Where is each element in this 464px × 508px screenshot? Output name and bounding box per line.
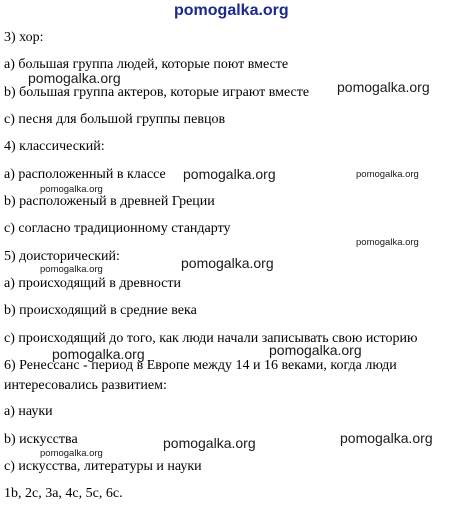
question-5-option-a: a) происходящий в древности (4, 276, 182, 291)
question-5-option-c: c) происходящий до того, как люди начали записывать свою историю (4, 331, 418, 346)
question-4-heading: 4) классический: (4, 139, 105, 154)
question-3-option-c: c) песня для большой группы певцов (4, 112, 226, 127)
question-4-option-b: b) расположеный в древней Греции (4, 194, 215, 209)
answer-key: 1b, 2c, 3a, 4c, 5c, 6c. (4, 486, 123, 501)
question-5-option-b: b) происходящий в средние века (4, 303, 197, 318)
question-3-option-b: b) большая группа актеров, которые играют вместе (4, 85, 310, 100)
watermark: pomogalka.org (269, 342, 362, 358)
watermark: pomogalka.org (174, 2, 289, 19)
watermark: pomogalka.org (337, 79, 430, 95)
question-4-option-c: c) согласно традиционному стандарту (4, 221, 231, 236)
watermark: pomogalka.org (163, 435, 256, 451)
watermark: pomogalka.org (40, 264, 103, 275)
question-6-heading-cont: интересовались развитием: (4, 378, 167, 393)
watermark: pomogalka.org (52, 346, 145, 362)
watermark: pomogalka.org (28, 70, 121, 86)
question-6-option-c: c) искусства, литературы и науки (4, 459, 202, 474)
watermark: pomogalka.org (181, 255, 274, 271)
watermark: pomogalka.org (356, 169, 419, 180)
question-6-option-b: b) искусства (4, 432, 78, 447)
question-3-heading: 3) хор: (4, 30, 44, 45)
question-6-option-a: a) науки (4, 404, 53, 419)
question-4-option-a: a) расположенный в классе (4, 167, 166, 182)
question-5-heading: 5) доисторический: (4, 249, 120, 264)
watermark: pomogalka.org (356, 237, 419, 248)
watermark: pomogalka.org (40, 448, 103, 459)
watermark: pomogalka.org (40, 184, 103, 195)
watermark: pomogalka.org (340, 430, 433, 446)
watermark: pomogalka.org (183, 166, 276, 182)
question-6-heading: 6) Ренессанс - период в Европе между 14 и 16 веками, когда люди (4, 358, 397, 373)
question-3-option-a: a) большая группа людей, которые поют вместе (4, 57, 289, 72)
